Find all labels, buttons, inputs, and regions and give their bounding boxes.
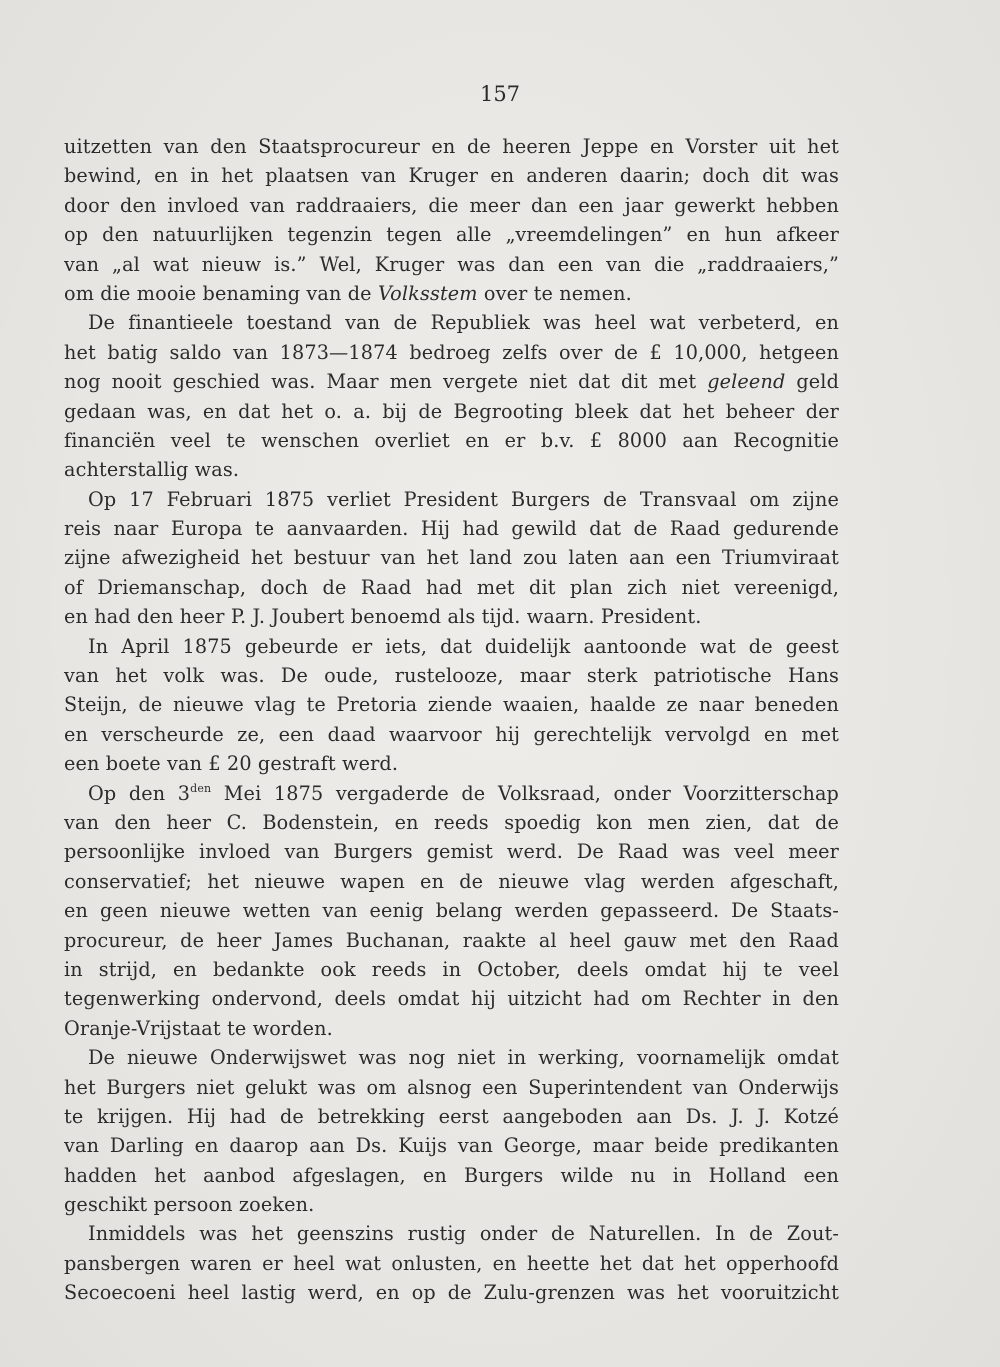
text-line: gedaan was, en dat het o. a. bij de Begrooting bleek dat het beheer der [64, 399, 839, 423]
paragraph-start-line: In April 1875 gebeurde er iets, dat duidelijk aantoonde wat de geest [88, 634, 839, 658]
text-line: en geen nieuwe wetten van eenig belang werden gepasseerd. De Staats- [64, 899, 839, 923]
text-line: van „al wat nieuw is.” Wel, Kruger was dan een van die „raddraaiers,” [64, 252, 839, 276]
text-line: financiën veel te wenschen overliet en er b.v. £ 8000 aan Recognitie [64, 428, 839, 452]
text-line: geschikt persoon zoeken. [64, 1193, 315, 1217]
text-line: persoonlijke invloed van Burgers gemist werd. De Raad was veel meer [64, 840, 839, 864]
text-fragment: geld [796, 370, 840, 394]
paragraph-start-line: Inmiddels was het geenszins rustig onder de Naturellen. In de Zout- [88, 1222, 839, 1246]
text-line: reis naar Europa te aanvaarden. Hij had gewild dat de Raad gedurende [64, 517, 839, 541]
paragraph-start-line: Op 17 Februari 1875 verliet President Burgers de Transvaal om zijne [88, 487, 839, 511]
text-line: door den invloed van raddraaiers, die meer dan een jaar gewerkt hebben [64, 193, 839, 217]
text-line: en verscheurde ze, een daad waarvoor hij gerechtelijk vervolgd en met [64, 722, 839, 746]
text-fragment: nog nooit geschied was. Maar men vergete niet dat dit met [64, 370, 697, 394]
text-line: tegenwerking ondervond, deels omdat hij uitzicht had om Rechter in den [64, 987, 839, 1011]
text-line: hadden het aanbod afgeslagen, en Burgers wilde nu in Holland een [64, 1163, 839, 1187]
superscript: den [190, 781, 212, 795]
text-fragment: om die mooie benaming van de [64, 281, 372, 305]
text-line: en had den heer P. J. Joubert benoemd als tijd. waarn. President. [64, 605, 702, 629]
text-line: procureur, de heer James Buchanan, raakte al heel gauw met den Raad [64, 928, 839, 952]
text-line: op den natuurlijken tegenzin tegen alle „vreemdelingen” en hun afkeer [64, 223, 839, 247]
italic-word: Volksstem [377, 281, 478, 305]
text-line: Secoecoeni heel lastig werd, en op de Zulu-grenzen was het vooruitzicht [64, 1281, 839, 1305]
text-line: te krijgen. Hij had de betrekking eerst aangeboden aan Ds. J. J. Kotzé [64, 1104, 839, 1128]
page-number: 157 [479, 82, 521, 106]
text-line: achterstallig was. [64, 458, 240, 482]
text-line: pansbergen waren er heel wat onlusten, en heette het dat het opperhoofd [64, 1251, 839, 1275]
paragraph-start-line [64, 779, 839, 808]
text-line: in strijd, en bedankte ook reeds in October, deels omdat hij te veel [64, 957, 839, 981]
text-line: uitzetten van den Staatsprocureur en de heeren Jeppe en Vorster uit het [64, 135, 839, 158]
text-line: conservatief; het nieuwe wapen en de nieuwe vlag werden afgeschaft, [64, 869, 839, 893]
text-line: een boete van £ 20 gestraft werd. [64, 752, 399, 776]
text-fragment: over te nemen. [483, 281, 632, 305]
text-line [64, 279, 839, 308]
text-line: Steijn, de nieuwe vlag te Pretoria ziende waaien, haalde ze naar beneden [64, 693, 839, 717]
text-fragment: Op den 3 [88, 781, 191, 805]
text-line: het Burgers niet gelukt was om alsnog een Superintendent van Onderwijs [64, 1075, 839, 1099]
text-line: van den heer C. Bodenstein, en reeds spoedig kon men zien, dat de [64, 810, 839, 834]
text-line: het batig saldo van 1873—1874 bedroeg zelfs over de £ 10,000, hetgeen [64, 340, 839, 364]
text-line: van Darling en daarop aan Ds. Kuijs van George, maar beide predikanten [64, 1134, 839, 1158]
text-line: zijne afwezigheid het bestuur van het land zou laten aan een Triumviraat [64, 546, 839, 570]
paragraph-start-line: De nieuwe Onderwijswet was nog niet in werking, voornamelijk omdat [88, 1046, 839, 1070]
body-text [64, 132, 839, 1308]
text-line: of Driemanschap, doch de Raad had met dit plan zich niet vereenigd, [64, 575, 839, 599]
text-line: van het volk was. De oude, rustelooze, maar sterk patriotische Hans [64, 664, 839, 688]
text-fragment: Mei 1875 vergaderde de Volksraad, onder Voorzitterschap [223, 781, 839, 805]
text-line: Oranje-Vrijstaat te worden. [64, 1016, 333, 1040]
italic-word: geleend [707, 370, 786, 394]
paragraph-start-line: De finantieele toestand van de Republiek was heel wat verbeterd, en [88, 311, 839, 335]
text-line [64, 367, 839, 396]
text-line: bewind, en in het plaatsen van Kruger en anderen daarin; doch dit was [64, 164, 839, 188]
